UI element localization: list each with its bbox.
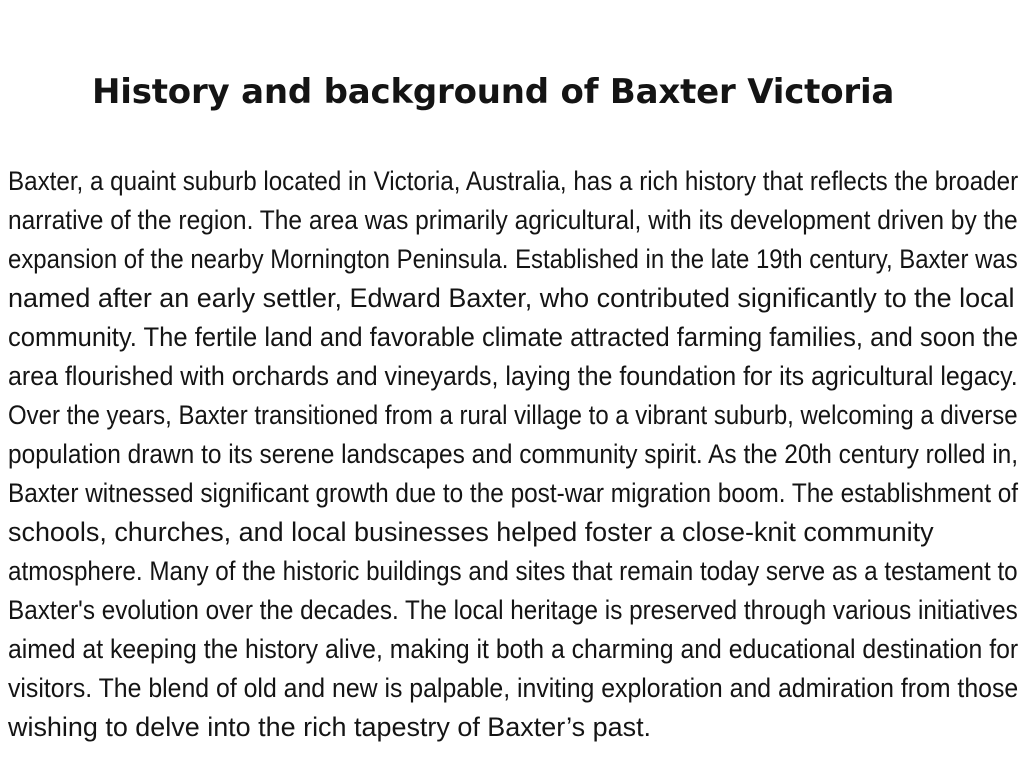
page-title: History and background of Baxter Victoria — [92, 72, 895, 112]
body-paragraph — [8, 162, 1020, 747]
paragraph-line: named after an early settler, Edward Baxter, who contributed significantly to the local — [8, 283, 1015, 313]
paragraph-line: Baxter witnessed significant growth due to the post-war migration boom. The establishment of — [8, 478, 1019, 508]
paragraph-line: narrative of the region. The area was primarily agricultural, with its development driven by the — [8, 205, 1018, 235]
paragraph-line: wishing to delve into the rich tapestry of Baxter’s past. — [8, 712, 652, 742]
paragraph-line: atmosphere. Many of the historic buildings and sites that remain today serve as a testament to — [8, 556, 1018, 586]
paragraph-line: community. The fertile land and favorable climate attracted farming families, and soon the — [8, 322, 1019, 352]
paragraph-line: Baxter's evolution over the decades. The local heritage is preserved through various initiatives — [8, 595, 1018, 625]
paragraph-line: Over the years, Baxter transitioned from a rural village to a vibrant suburb, welcoming a diverse — [8, 400, 1018, 430]
paragraph-line: visitors. The blend of old and new is palpable, inviting exploration and admiration from those — [8, 673, 1019, 703]
paragraph-line: expansion of the nearby Mornington Peninsula. Established in the late 19th century, Baxter was — [8, 244, 1018, 274]
paragraph-line: population drawn to its serene landscapes and community spirit. As the 20th century rolled in, — [8, 439, 1019, 469]
paragraph-line: aimed at keeping the history alive, making it both a charming and educational destination for — [8, 634, 1019, 664]
paragraph-line: area flourished with orchards and vineyards, laying the foundation for its agricultural legacy. — [8, 361, 1018, 391]
paragraph-line: schools, churches, and local businesses helped foster a close-knit community — [8, 517, 934, 547]
paragraph-line: Baxter, a quaint suburb located in Victoria, Australia, has a rich history that reflects the broader — [8, 166, 1019, 196]
